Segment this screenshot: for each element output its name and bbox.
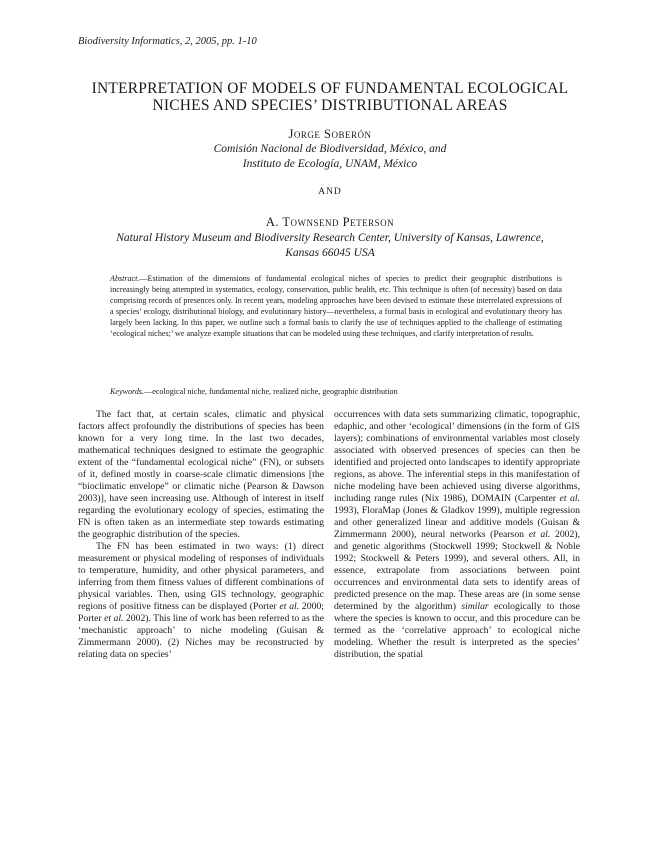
author-2-affil-line-2: Kansas 66045 USA [285,247,375,259]
author-1-affil-line-1: Comisión Nacional de Biodiversidad, México, and [213,143,447,155]
body-column-right [334,409,580,661]
paragraph-text: The FN has been estimated in two ways: (1) direct measurement or physical modeling of responses of individuals to temperature, humidity, and other physical parameters, and inferring from them fitness values of different combinations of physical variables. Then, using GIS technology, geographic regions of positive fitness can be displayed (Porter [78,541,324,612]
abstract [110,273,562,339]
citation-etal: et al. [559,493,580,504]
author-2-affil-line-1: Natural History Museum and Biodiversity Research Center, University of Kansas, Lawrence, [116,232,544,244]
paragraph-text: 1993), FloraMap (Jones & Gladkov 1999), multiple regression and other generalized linear and additive models (Guisan & Zimmermann 2000), neural networks (Pearson [334,505,580,540]
author-conjunction: AND [318,187,342,197]
title-line-1: INTERPRETATION OF MODELS OF FUNDAMENTAL ECOLOGICAL [91,80,569,97]
author-1-affiliation [60,142,600,172]
title-line-2: NICHES AND SPECIES’ DISTRIBUTIONAL AREAS [152,97,508,114]
body-paragraph [78,409,324,541]
paragraph-text: ecologically to those where the species is known to occur, and this procedure can be termed as the ‘correlative approach’ to ecological niche modeling. Whether the result is interpreted as the species’ distribution, the spatial [334,601,580,660]
abstract-label: Abstract. [110,274,140,283]
journal-header [78,36,257,47]
author-1-name: Jorge Soberón [288,127,372,141]
citation-etal: et al. [104,613,124,624]
abstract-text: —Estimation of the dimensions of fundamental ecological niches of species to predict their geographic distributions is increasingly being attempted in systematics, ecology, conservation, public health, etc. This technique is often (of necessity) based on data comprising records of presences only. In recent years, modeling approaches have been devised to estimate these interrelated expressions of a species’ ecology, distributional biology, and evolutionary history—nevertheless, a formal basis in ecological and evolutionary theory has largely been lacking. In this paper, we outline such a formal basis to clarify the use of techniques applied to the challenge of estimating ‘ecological niches;’ we analyze example situations that can be modeled using these techniques, and clarify interpretation of results. [110,274,562,338]
paragraph-text: The fact that, at certain scales, climatic and physical factors affect profoundly the distributions of species has been known for a very long time. In the last two decades, mathematical techniques designed to estimate the geographic extent of the “fundamental ecological niche” (FN), or subsets of it, defined mostly in coarse-scale climatic dimensions [the “bioclimatic envelope” or climatic niche (Pearson & Dawson 2003)], have seen increasing use. Although of interest in itself regarding the evolutionary ecology of species, estimating the FN is often taken as an intermediate step towards estimating the geographic distribution of the species. [78,409,324,540]
paper-title [60,80,600,114]
body-paragraph [78,541,324,661]
author-2-affiliation [60,231,600,261]
keywords-text: —ecological niche, fundamental niche, realized niche, geographic distribution [144,387,398,396]
journal-citation: , 2, 2005, pp. 1-10 [179,36,257,47]
citation-etal: et al. [279,601,300,612]
body-paragraph [334,409,580,661]
author-1-affil-line-2: Instituto de Ecología, UNAM, México [242,158,418,170]
emphasis-similar: similar [461,601,489,612]
author-2-name: A. Townsend Peterson [265,215,395,229]
paragraph-text: 2002), and genetic algorithms (Stockwell 1999; Stockwell & Noble 1992; Stockwell & Peters 1999), and several others. All, in essence, extrapolate from associations between point occurrences and environmental data sets to identify areas of predicted presence on the map. These areas are (in some sense determined by the algorithm) [334,529,580,612]
paragraph-text: 2000; Porter [78,601,325,624]
body-column-left [78,409,324,661]
paragraph-text: occurrences with data sets summarizing climatic, topographic, edaphic, and other ‘ecological’ dimensions (in the form of GIS layers); combinations of environmental variables most closely associated with observed presences of species can then be identified and projected onto landscapes to identify appropriate regions, as above. The inferential steps in this manifestation of niche modeling have been achieved using diverse algorithms, including range rules (Nix 1986), DOMAIN (Carpenter [334,409,580,504]
paragraph-text: 2002). This line of work has been referred to as the ‘mechanistic approach’ to niche modeling (Guisan & Zimmermann 2000). (2) Niches may be reconstructed by relating data on species’ [78,613,324,660]
journal-name: Biodiversity Informatics [78,36,180,47]
citation-etal: et al. [528,529,551,540]
keywords [110,386,580,397]
keywords-label: Keywords. [110,387,145,396]
